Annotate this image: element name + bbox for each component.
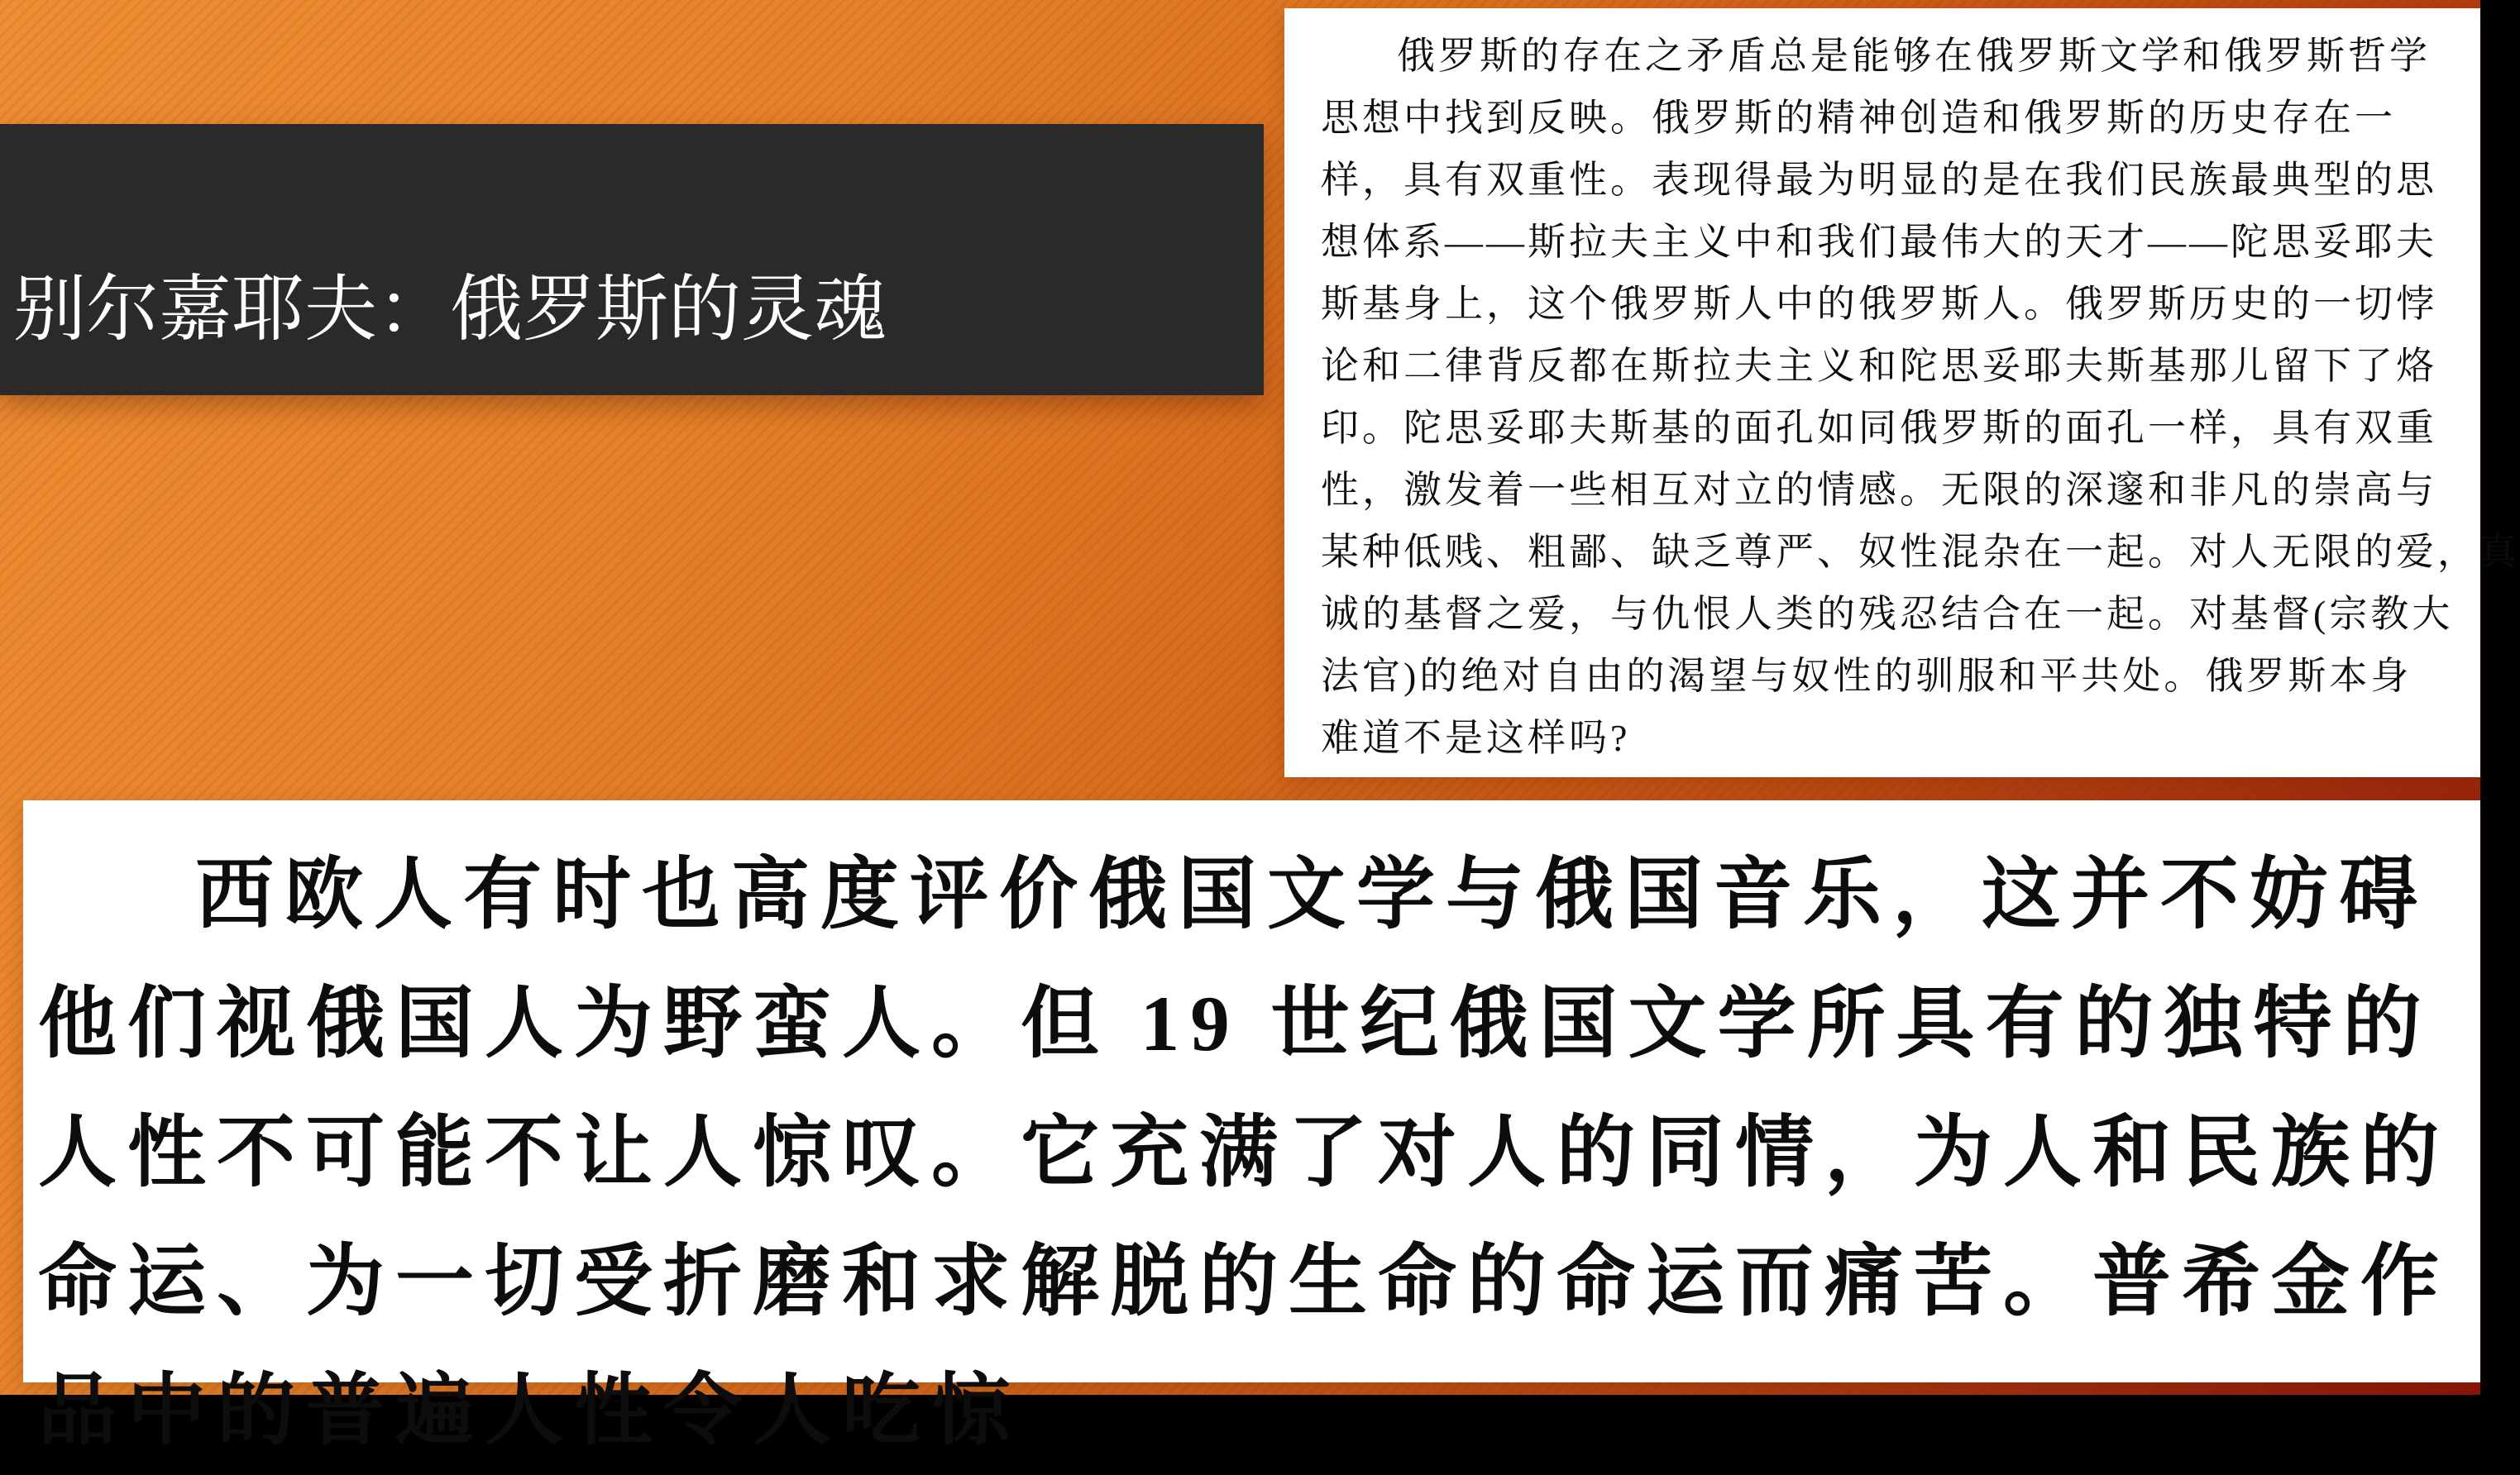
text-line: 诚的基督之爱，与仇恨人类的残忍结合在一起。对基督(宗教大 xyxy=(1321,593,2454,635)
text-line: 印。陀思妥耶夫斯基的面孔如同俄罗斯的面孔一样，具有双重 xyxy=(1321,407,2437,449)
text-line: 俄罗斯的存在之矛盾总是能够在俄罗斯文学和俄罗斯哲学 xyxy=(1397,35,2431,77)
text-line: 想体系——斯拉夫主义中和我们最伟大的天才——陀思妥耶夫 xyxy=(1321,221,2437,263)
text-line: 品中的普遍人性令人吃惊 xyxy=(38,1367,1021,1454)
text-line: 样，具有双重性。表现得最为明显的是在我们民族最典型的思 xyxy=(1321,159,2437,201)
text-line: 某种低贱、粗鄙、缺乏尊严、奴性混杂在一起。对人无限的爱，真 xyxy=(1321,531,2520,573)
scanned-excerpt-top xyxy=(1284,8,2520,777)
text-line: 西欧人有时也高度评价俄国文学与俄国音乐，这并不妨碍 xyxy=(195,851,2429,938)
title-banner xyxy=(0,124,1264,395)
text-line: 法官)的绝对自由的渴望与奴性的驯服和平共处。俄罗斯本身 xyxy=(1321,655,2412,697)
slide-title: 别尔嘉耶夫：俄罗斯的灵魂 xyxy=(13,267,887,350)
text-line: 他们视俄国人为野蛮人。但 19 世纪俄国文学所具有的独特的 xyxy=(38,980,2432,1067)
text-line: 斯基身上，这个俄罗斯人中的俄罗斯人。俄罗斯历史的一切悖 xyxy=(1321,283,2437,325)
text-line: 难道不是这样吗? xyxy=(1321,717,1631,759)
text-line: 性，激发着一些相互对立的情感。无限的深邃和非凡的崇高与 xyxy=(1321,469,2437,511)
text-line: 人性不可能不让人惊叹。它充满了对人的同情，为人和民族的 xyxy=(38,1109,2451,1196)
text-line: 论和二律背反都在斯拉夫主义和陀思妥耶夫斯基那儿留下了烙 xyxy=(1321,345,2437,387)
text-line: 命运、为一切受折磨和求解脱的生命的命运而痛苦。普希金作 xyxy=(38,1238,2451,1325)
text-line: 思想中找到反映。俄罗斯的精神创造和俄罗斯的历史存在一 xyxy=(1321,97,2396,139)
scanned-excerpt-bottom xyxy=(23,800,2480,1454)
